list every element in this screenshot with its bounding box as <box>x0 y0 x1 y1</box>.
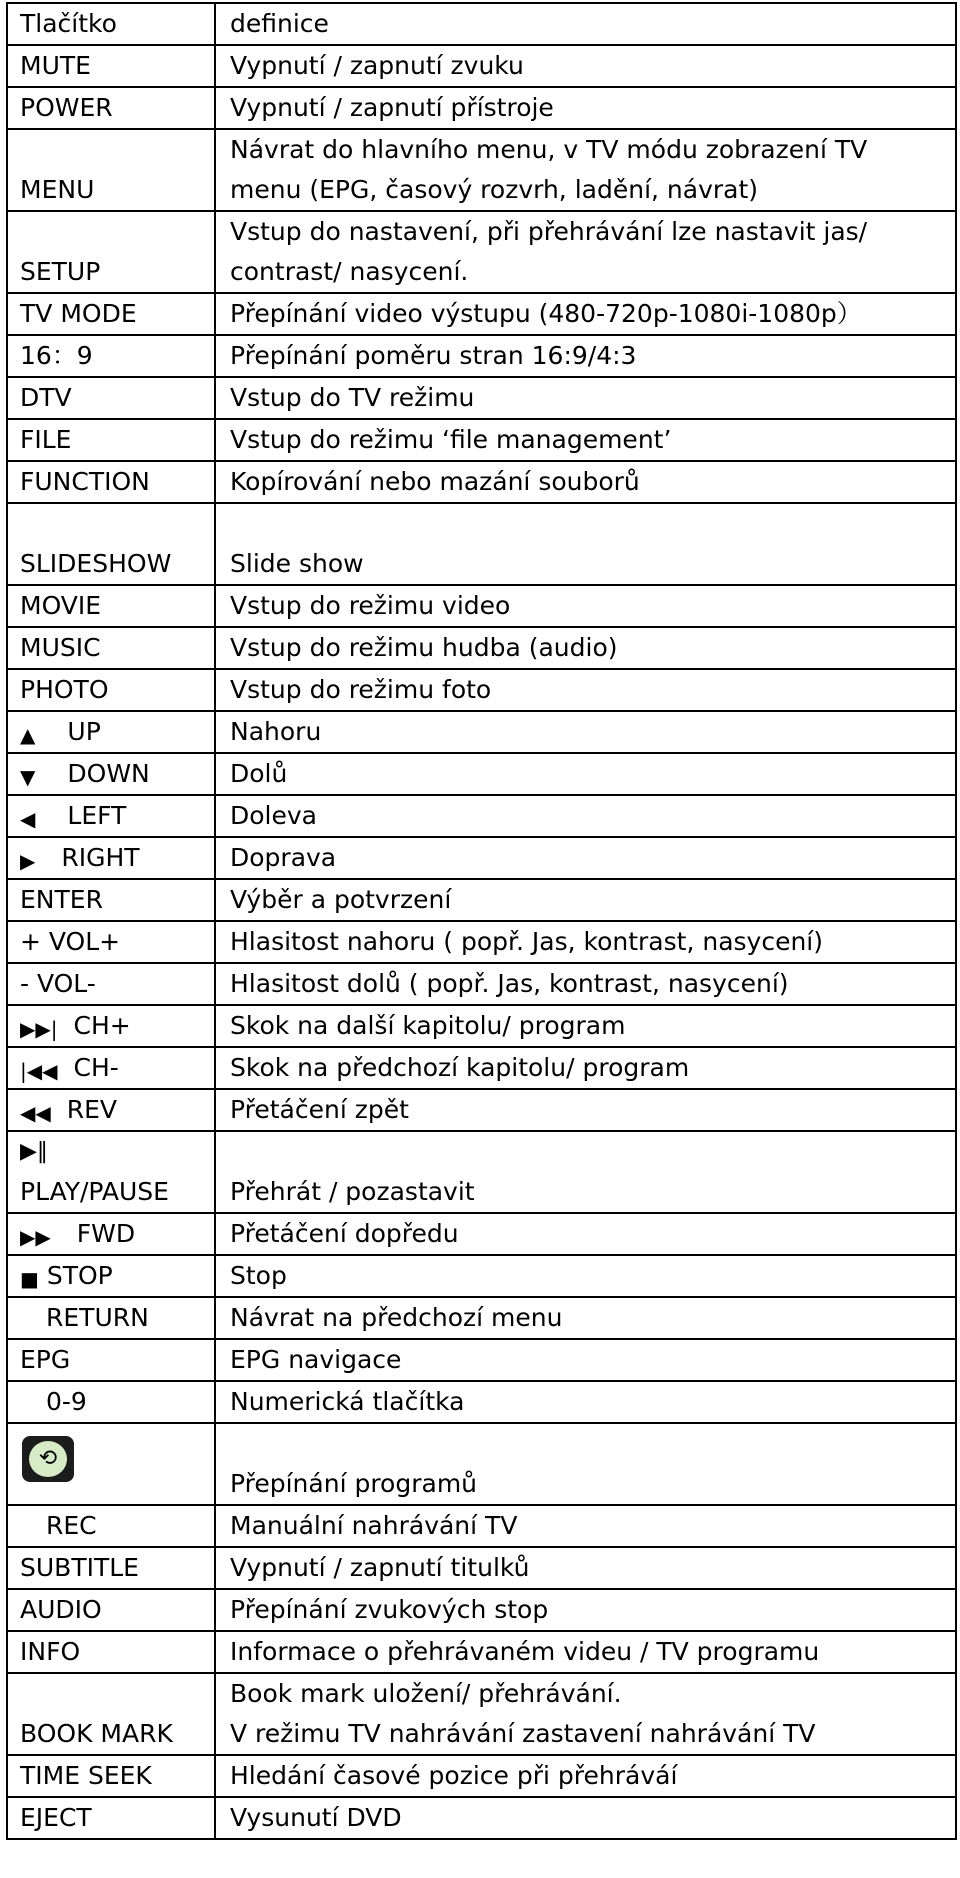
table-row <box>7 461 956 503</box>
table-row <box>7 1297 956 1339</box>
table-row <box>7 585 956 627</box>
row-key <box>7 1005 215 1047</box>
definition-line: contrast/ nasycení. <box>230 257 469 286</box>
row-definition: Skok na další kapitolu/ program <box>215 1005 956 1047</box>
button-definitions-table <box>6 2 957 1840</box>
table-row <box>7 293 956 335</box>
row-definition: Numerická tlačítka <box>215 1381 956 1423</box>
table-row <box>7 419 956 461</box>
table-row <box>7 1089 956 1131</box>
key-label: RETURN <box>46 1303 149 1332</box>
row-definition: Dolů <box>215 753 956 795</box>
table-row <box>7 45 956 87</box>
row-key: SLIDESHOW <box>7 503 215 585</box>
key-label: CH- <box>73 1053 119 1082</box>
rewind-icon: ◀◀ <box>20 1101 51 1125</box>
table-header-row <box>7 3 956 45</box>
table-row <box>7 795 956 837</box>
row-key: SETUP <box>7 211 215 293</box>
row-key <box>7 1047 215 1089</box>
row-key: EJECT <box>7 1797 215 1839</box>
next-chapter-icon: ▶▶| <box>20 1017 58 1041</box>
table-row <box>7 1131 956 1213</box>
row-definition: Slide show <box>215 503 956 585</box>
definition-line: V režimu TV nahrávání zastavení nahrávání TV <box>230 1719 816 1748</box>
row-key: INFO <box>7 1631 215 1673</box>
row-definition: Vstup do TV režimu <box>215 377 956 419</box>
row-key <box>7 1423 215 1505</box>
table-row <box>7 837 956 879</box>
table-row <box>7 1423 956 1505</box>
definition-line: Návrat do hlavního menu, v TV módu zobrazení TV <box>230 135 868 164</box>
row-key: 16：9 <box>7 335 215 377</box>
row-definition: Vypnutí / zapnutí zvuku <box>215 45 956 87</box>
row-key: MENU <box>7 129 215 211</box>
row-definition: Kopírování nebo mazání souborů <box>215 461 956 503</box>
key-label: 0-9 <box>46 1387 87 1416</box>
row-key: TV MODE <box>7 293 215 335</box>
fast-forward-icon: ▶▶ <box>20 1225 51 1249</box>
row-key: - VOL- <box>7 963 215 1005</box>
table-row <box>7 1381 956 1423</box>
row-key: FUNCTION <box>7 461 215 503</box>
definition-line: Book mark uložení/ přehrávání. <box>230 1679 622 1708</box>
row-key: MOVIE <box>7 585 215 627</box>
key-label: STOP <box>46 1261 113 1290</box>
table-row <box>7 1505 956 1547</box>
row-definition: Informace o přehrávaném videu / TV programu <box>215 1631 956 1673</box>
row-definition: Vstup do režimu foto <box>215 669 956 711</box>
key-label: REV <box>66 1095 118 1124</box>
previous-chapter-icon: |◀◀ <box>20 1059 58 1083</box>
row-key: ENTER <box>7 879 215 921</box>
row-definition: Hlasitost nahoru ( popř. Jas, kontrast, nasycení) <box>215 921 956 963</box>
table-row <box>7 1755 956 1797</box>
arrow-left-icon: ◀ <box>20 807 36 831</box>
row-key <box>7 1505 215 1547</box>
row-key <box>7 1089 215 1131</box>
table-row <box>7 211 956 293</box>
row-key <box>7 1381 215 1423</box>
stop-icon: ■ <box>20 1267 39 1291</box>
row-key: + VOL+ <box>7 921 215 963</box>
row-definition: Přepínání zvukových stop <box>215 1589 956 1631</box>
row-definition: Přetáčení dopředu <box>215 1213 956 1255</box>
row-definition: Doprava <box>215 837 956 879</box>
row-definition: Skok na předchozí kapitolu/ program <box>215 1047 956 1089</box>
row-key <box>7 1297 215 1339</box>
row-key: DTV <box>7 377 215 419</box>
table-row <box>7 1589 956 1631</box>
program-switch-icon <box>22 1436 74 1482</box>
table-row <box>7 87 956 129</box>
table-row <box>7 1797 956 1839</box>
row-key <box>7 1255 215 1297</box>
arrow-up-icon: ▲ <box>20 723 36 747</box>
table-row <box>7 711 956 753</box>
table-row <box>7 627 956 669</box>
definition-line: menu (EPG, časový rozvrh, ladění, návrat) <box>230 175 759 204</box>
row-key <box>7 837 215 879</box>
row-key: MUTE <box>7 45 215 87</box>
row-key: PHOTO <box>7 669 215 711</box>
row-definition: Vypnutí / zapnutí přístroje <box>215 87 956 129</box>
row-definition: Vstup do režimu video <box>215 585 956 627</box>
loop-arrows-icon: ⟲ <box>29 1441 67 1477</box>
row-definition: Hledání časové pozice při přehráváí <box>215 1755 956 1797</box>
table-row <box>7 1673 956 1755</box>
row-key <box>7 1131 215 1213</box>
row-definition: Přetáčení zpět <box>215 1089 956 1131</box>
row-definition: Vysunutí DVD <box>215 1797 956 1839</box>
row-definition <box>215 1673 956 1755</box>
row-key: EPG <box>7 1339 215 1381</box>
row-definition: Vypnutí / zapnutí titulků <box>215 1547 956 1589</box>
row-definition: Manuální nahrávání TV <box>215 1505 956 1547</box>
row-key: TIME SEEK <box>7 1755 215 1797</box>
row-definition: Návrat na předchozí menu <box>215 1297 956 1339</box>
row-definition <box>215 129 956 211</box>
row-key: BOOK MARK <box>7 1673 215 1755</box>
key-label: PLAY/PAUSE <box>20 1177 169 1206</box>
key-label: FWD <box>76 1219 136 1248</box>
key-label: REC <box>46 1511 97 1540</box>
table-row <box>7 377 956 419</box>
row-key: FILE <box>7 419 215 461</box>
row-definition: Doleva <box>215 795 956 837</box>
row-definition: Nahoru <box>215 711 956 753</box>
row-definition: EPG navigace <box>215 1339 956 1381</box>
key-label: CH+ <box>73 1011 131 1040</box>
row-definition: Vstup do režimu hudba (audio) <box>215 627 956 669</box>
row-definition: Výběr a potvrzení <box>215 879 956 921</box>
row-definition: Vstup do režimu ‘file management’ <box>215 419 956 461</box>
table-row <box>7 753 956 795</box>
table-row <box>7 1339 956 1381</box>
key-label: DOWN <box>67 759 150 788</box>
arrow-down-icon: ▼ <box>20 765 36 789</box>
table-row <box>7 1255 956 1297</box>
row-key <box>7 795 215 837</box>
header-key: Tlačítko <box>7 3 215 45</box>
table-row <box>7 1047 956 1089</box>
table-row <box>7 335 956 377</box>
row-definition: Přepínání poměru stran 16:9/4:3 <box>215 335 956 377</box>
row-key: POWER <box>7 87 215 129</box>
row-key: SUBTITLE <box>7 1547 215 1589</box>
row-key: MUSIC <box>7 627 215 669</box>
row-definition: Přehrát / pozastavit <box>215 1131 956 1213</box>
row-definition: Přepínání video výstupu (480-720p-1080i-1080p） <box>215 293 956 335</box>
table-row <box>7 879 956 921</box>
key-label: LEFT <box>67 801 127 830</box>
header-definition: definice <box>215 3 956 45</box>
arrow-right-icon: ▶ <box>20 849 36 873</box>
row-key: AUDIO <box>7 1589 215 1631</box>
key-label: RIGHT <box>61 843 140 872</box>
row-definition <box>215 211 956 293</box>
definition-line: Vstup do nastavení, při přehrávání lze nastavit jas/ <box>230 217 868 246</box>
play-pause-icon: ▶‖ <box>20 1139 48 1164</box>
table-row <box>7 1547 956 1589</box>
table-row <box>7 1213 956 1255</box>
table-row <box>7 669 956 711</box>
row-key <box>7 753 215 795</box>
table-row <box>7 1631 956 1673</box>
table-row <box>7 963 956 1005</box>
table-row <box>7 1005 956 1047</box>
row-key <box>7 1213 215 1255</box>
row-key <box>7 711 215 753</box>
row-definition: Hlasitost dolů ( popř. Jas, kontrast, nasycení) <box>215 963 956 1005</box>
table-row <box>7 921 956 963</box>
row-definition: Stop <box>215 1255 956 1297</box>
row-definition: Přepínání programů <box>215 1423 956 1505</box>
table-row <box>7 503 956 585</box>
key-label: UP <box>67 717 101 746</box>
table-row <box>7 129 956 211</box>
